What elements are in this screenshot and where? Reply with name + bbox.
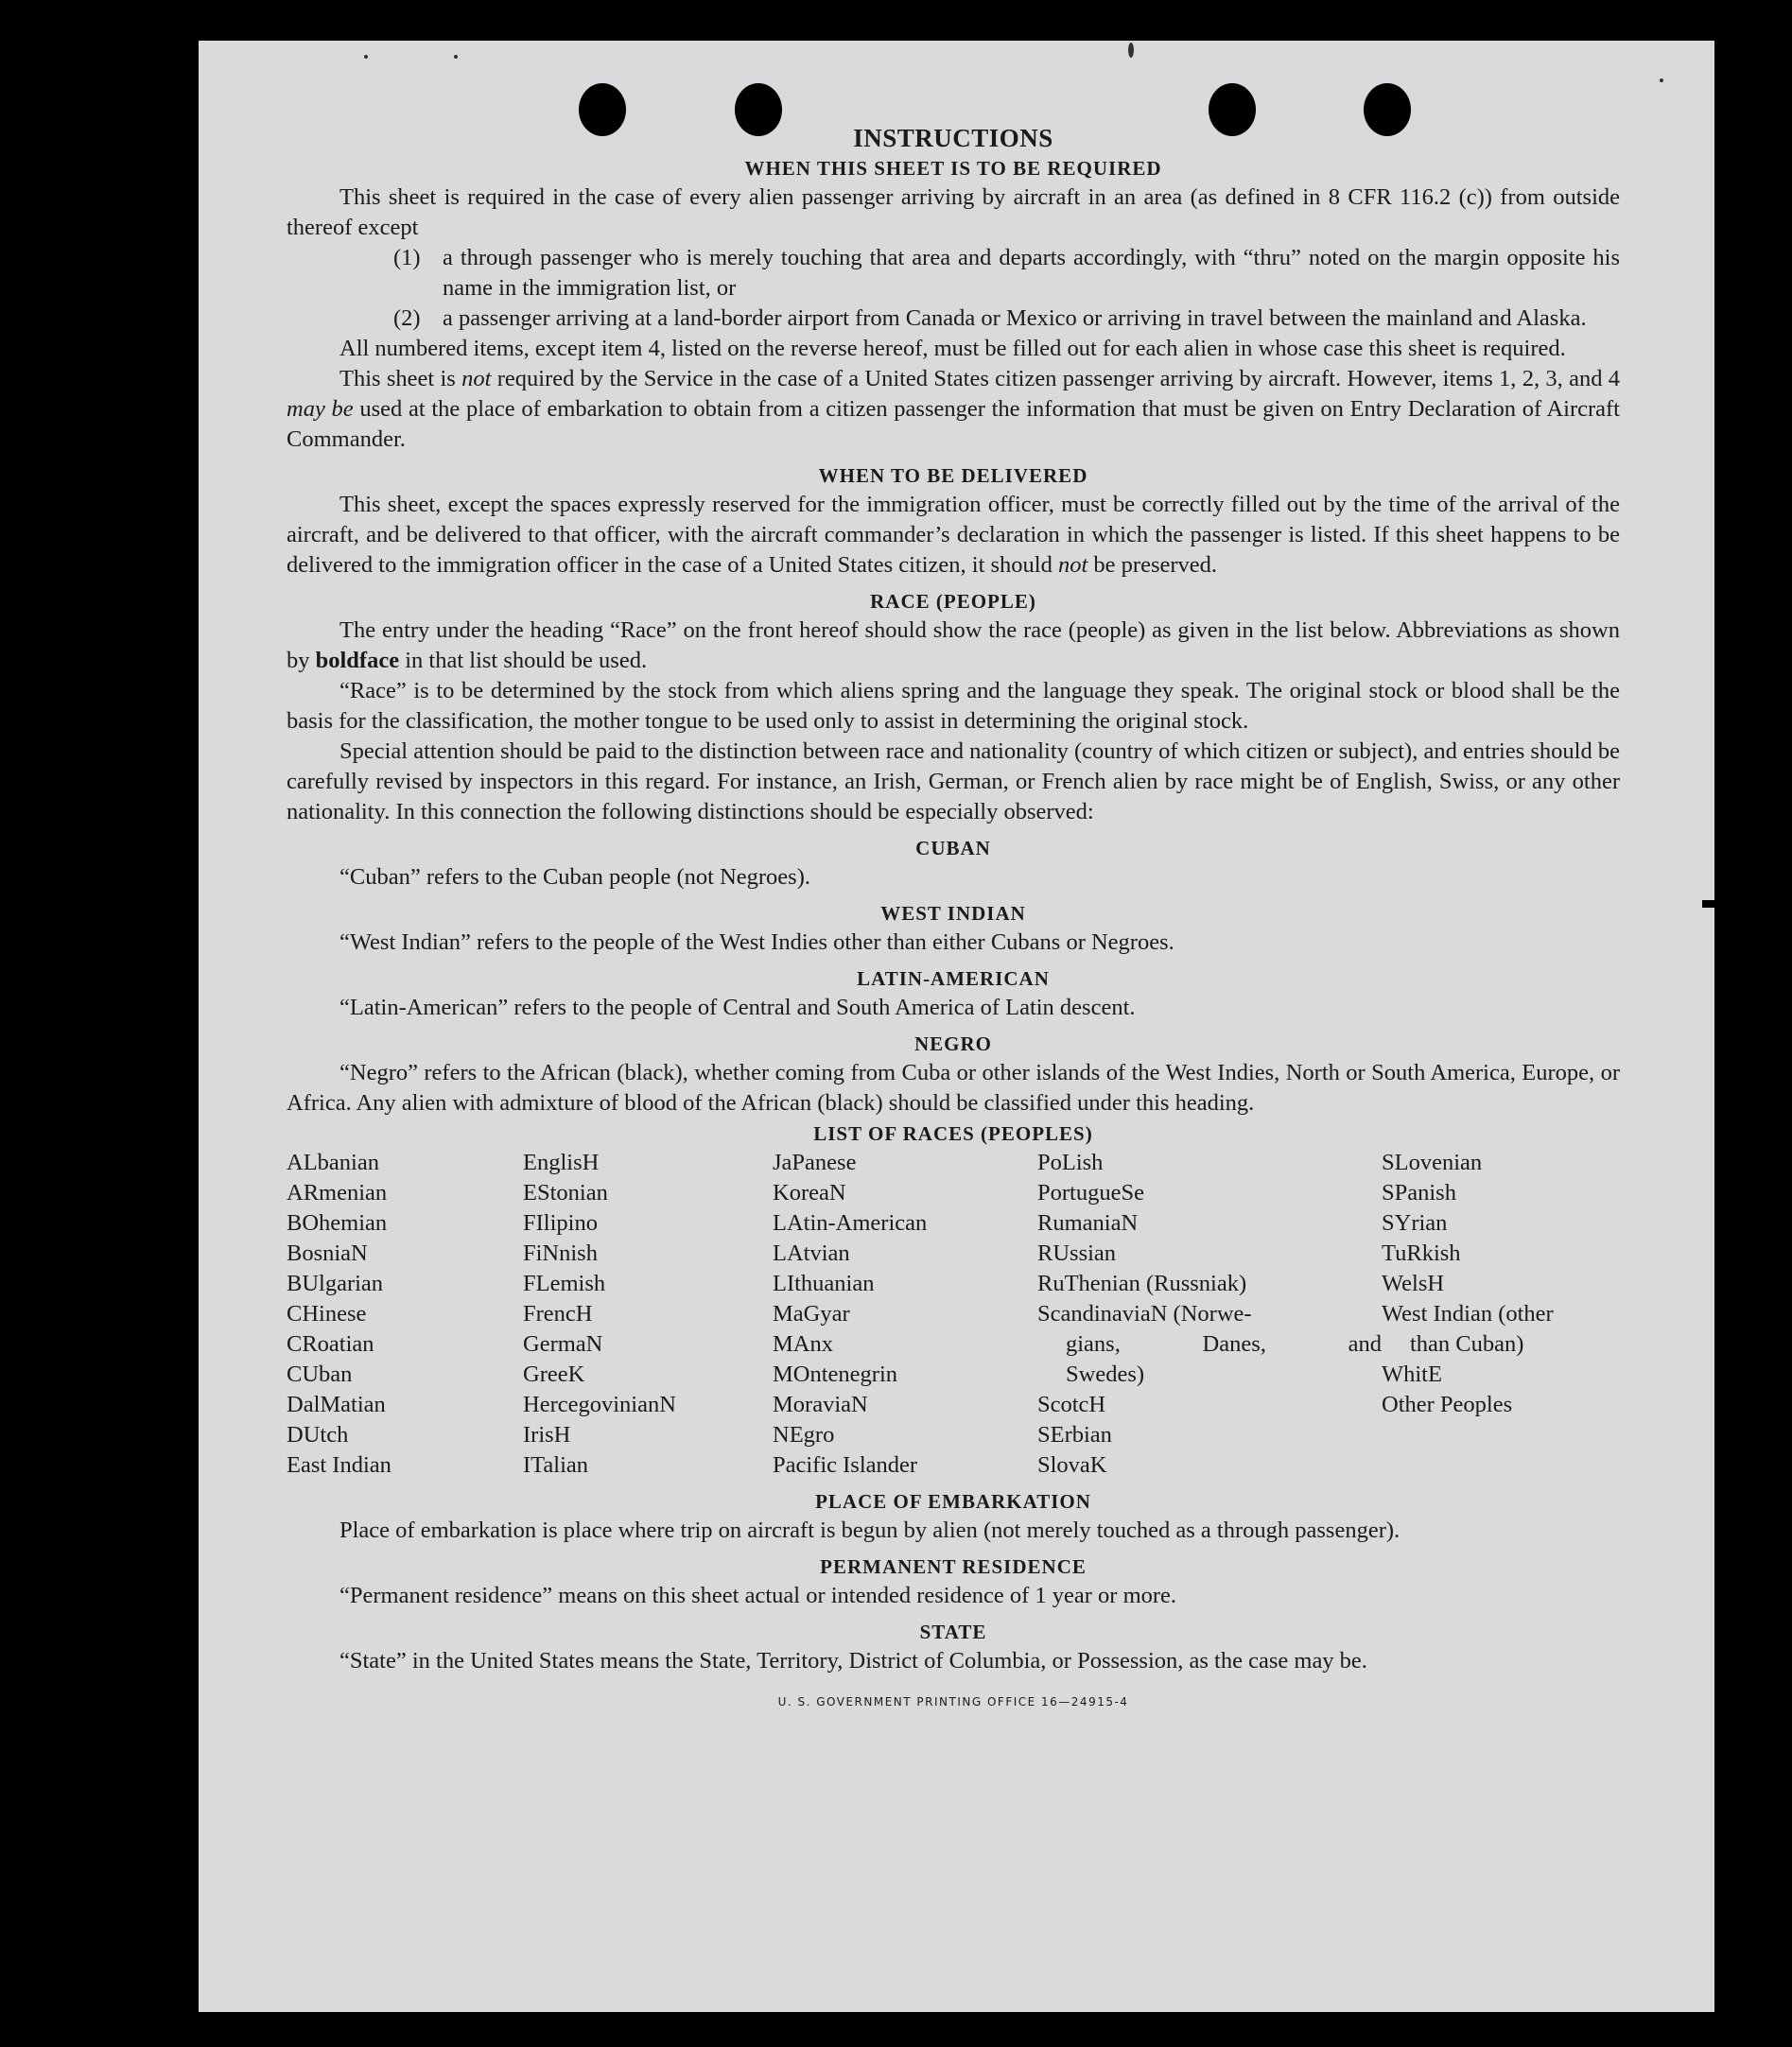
list-item <box>393 304 1620 334</box>
race-entry: KoreaN <box>773 1180 846 1206</box>
race-entry: DalMatian <box>287 1392 386 1417</box>
race-entry: LAtin-American <box>773 1210 928 1236</box>
page-title: INSTRUCTIONS <box>853 124 1053 152</box>
heading-list-of-races: LIST OF RACES (PEOPLES) <box>813 1122 1093 1145</box>
heading-negro: NEGRO <box>913 1032 992 1055</box>
race-entry: BUlgarian <box>287 1271 384 1296</box>
speck <box>1128 43 1134 58</box>
speck <box>454 55 458 59</box>
printer-imprint: U. S. GOVERNMENT PRINTING OFFICE 16—24915-4 <box>777 1695 1129 1709</box>
race-entry: MoraviaN <box>773 1392 868 1417</box>
paragraph: Place of embarkation is place where trip on aircraft is begun by alien (not merely touched as a through passenger). <box>339 1518 1401 1543</box>
race-entry: PortugueSe <box>1037 1180 1144 1206</box>
race-entry: RUssian <box>1037 1240 1117 1266</box>
race-entry: EStonian <box>523 1180 608 1206</box>
speck <box>364 55 368 59</box>
race-entry: ScotcH <box>1037 1392 1106 1417</box>
item-number: (1) <box>393 245 421 270</box>
race-entry: ALbanian <box>287 1150 379 1175</box>
heading-required: WHEN THIS SHEET IS TO BE REQUIRED <box>744 157 1162 180</box>
heading-embarkation: PLACE OF EMBARKATION <box>815 1490 1091 1513</box>
race-entry: HercegovinianN <box>523 1392 676 1417</box>
race-entry: GreeK <box>523 1362 585 1387</box>
race-entry: NEgro <box>773 1422 835 1448</box>
race-entry: CUban <box>287 1362 353 1387</box>
race-entry: LIthuanian <box>773 1271 875 1296</box>
races-column-4 <box>1037 1148 1382 1481</box>
race-entry: FLemish <box>523 1271 606 1296</box>
race-entry: ITalian <box>523 1452 589 1478</box>
race-entry: MaGyar <box>773 1301 850 1327</box>
list-item <box>393 243 1620 304</box>
paragraph: Special attention should be paid to the distinction between race and nationality (country of which citizen or subject), and entries should be carefully revised by inspectors in this regard. For instance, an Irish, German, or French alien by race might be of English, Swiss, or any other nationality. In this connection the following distinctions should be especially observed: <box>287 738 1620 824</box>
race-entry: PoLish <box>1037 1150 1104 1175</box>
heading-residence: PERMANENT RESIDENCE <box>820 1555 1087 1578</box>
instructions-content <box>287 124 1620 1709</box>
race-entry: West Indian (other <box>1382 1301 1554 1327</box>
race-entry: CHinese <box>287 1301 367 1327</box>
paragraph: “Negro” refers to the African (black), whether coming from Cuba or other islands of the West Indies, North or South America, Europe, or Africa. Any alien with admixture of blood of the African (black) should be classified under this heading. <box>287 1060 1620 1116</box>
race-entry: SLovenian <box>1382 1150 1483 1175</box>
paragraph: “State” in the United States means the State, Territory, District of Columbia, or Possession, as the case may be. <box>339 1648 1367 1674</box>
race-entry: Other Peoples <box>1382 1392 1513 1417</box>
race-entry: SlovaK <box>1037 1452 1107 1478</box>
race-entry: WhitE <box>1382 1362 1442 1387</box>
heading-cuban: CUBAN <box>915 837 991 859</box>
heading-latin-american: LATIN-AMERICAN <box>857 967 1050 990</box>
race-entry: EnglisH <box>523 1150 600 1175</box>
race-entry: DUtch <box>287 1422 349 1448</box>
race-entry: gians, Danes, and <box>1066 1331 1382 1357</box>
paragraph: The entry under the heading “Race” on the front hereof should show the race (people) as given in the list below. Abbreviations as shown by boldface in that list should be used. <box>287 617 1620 673</box>
heading-delivered: WHEN TO BE DELIVERED <box>818 464 1088 487</box>
races-column-3 <box>773 1148 1037 1481</box>
race-entry: RuThenian (Russniak) <box>1037 1271 1247 1296</box>
race-entry: ScandinaviaN (Norwe- <box>1037 1301 1252 1327</box>
race-entry: CRoatian <box>287 1331 374 1357</box>
paragraph: This sheet, except the spaces expressly reserved for the immigration officer, must be correctly filled out by the time of the arrival of the aircraft, and be delivered to that officer, with the aircraft commander’s declaration in which the passenger is listed. If this sheet happens to be delivered to the immigration officer in the case of a United States citizen, it should not be preserved. <box>287 492 1620 578</box>
races-table <box>287 1148 1620 1481</box>
race-entry: than Cuban) <box>1410 1331 1524 1357</box>
item-number: (2) <box>393 305 421 331</box>
race-entry: GermaN <box>523 1331 603 1357</box>
race-entry: BosniaN <box>287 1240 368 1266</box>
race-entry: JaPanese <box>773 1150 857 1175</box>
paragraph: This sheet is required in the case of every alien passenger arriving by aircraft in an area (as defined in 8 CFR 116.2 (c)) from outside thereof except <box>287 184 1620 240</box>
races-column-2 <box>523 1148 773 1481</box>
race-entry: BOhemian <box>287 1210 388 1236</box>
speck <box>1660 78 1663 82</box>
race-entry: WelsH <box>1382 1271 1445 1296</box>
race-entry: MAnx <box>773 1331 833 1357</box>
race-entry: SYrian <box>1382 1210 1448 1236</box>
race-entry: ARmenian <box>287 1180 388 1206</box>
heading-state: STATE <box>919 1621 987 1643</box>
heading-race: RACE (PEOPLE) <box>870 590 1036 613</box>
paragraph: “West Indian” refers to the people of the West Indies other than either Cubans or Negroes. <box>339 929 1174 955</box>
paragraph: “Race” is to be determined by the stock from which aliens spring and the language they speak. The original stock or blood shall be the basis for the classification, the mother tongue to be used only to assist in determining the original stock. <box>287 678 1620 734</box>
race-entry: FIlipino <box>523 1210 598 1236</box>
race-entry: SErbian <box>1037 1422 1112 1448</box>
race-entry: FiNnish <box>523 1240 598 1266</box>
race-entry: East Indian <box>287 1452 391 1478</box>
item-text: a through passenger who is merely touching that area and departs accordingly, with “thru” noted on the margin opposite his name in the immigration list, or <box>443 245 1620 301</box>
paragraph: “Cuban” refers to the Cuban people (not Negroes). <box>339 864 810 890</box>
paragraph: All numbered items, except item 4, listed on the reverse hereof, must be filled out for each alien in whose case this sheet is required. <box>339 336 1566 361</box>
race-entry: SPanish <box>1382 1180 1456 1206</box>
race-entry: TuRkish <box>1382 1240 1461 1266</box>
heading-west-indian: WEST INDIAN <box>880 902 1026 925</box>
page-edge-mark <box>1702 900 1721 908</box>
races-column-5 <box>1382 1148 1620 1481</box>
race-entry: IrisH <box>523 1422 571 1448</box>
item-text: a passenger arriving at a land-border airport from Canada or Mexico or arriving in travel between the mainland and Alaska. <box>443 305 1587 331</box>
paragraph: This sheet is not required by the Service in the case of a United States citizen passenger arriving by aircraft. However, items 1, 2, 3, and 4 may be used at the place of embarkation to obtain from a citizen passenger the information that must be given on Entry Declaration of Aircraft Commander. <box>287 366 1620 452</box>
race-entry: LAtvian <box>773 1240 850 1266</box>
races-column-1 <box>287 1148 523 1481</box>
paragraph: “Permanent residence” means on this sheet actual or intended residence of 1 year or more. <box>339 1583 1177 1608</box>
race-entry: Pacific Islander <box>773 1452 918 1478</box>
paragraph: “Latin-American” refers to the people of Central and South America of Latin descent. <box>339 995 1136 1020</box>
race-entry: Swedes) <box>1066 1362 1145 1387</box>
race-entry: RumaniaN <box>1037 1210 1139 1236</box>
document-page <box>199 41 1714 2012</box>
race-entry: MOntenegrin <box>773 1362 897 1387</box>
race-entry: FrencH <box>523 1301 593 1327</box>
